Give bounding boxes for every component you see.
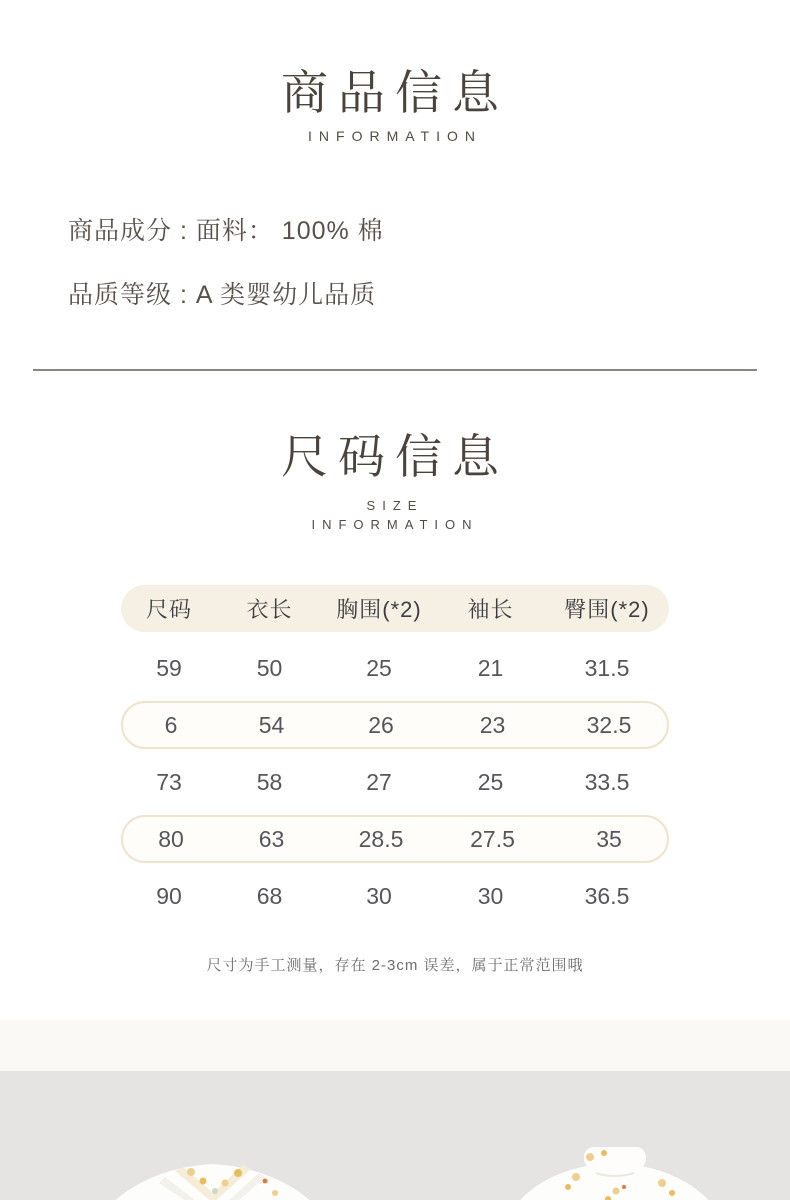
- header-cell-length: 衣长: [246, 597, 293, 622]
- table-cell: 30: [366, 882, 392, 909]
- header-cell-sleeve: 袖长: [467, 597, 514, 622]
- measurement-disclaimer: 尺寸为手工测量，存在 2-3cm 误差，属于正常范围哦: [206, 957, 584, 974]
- table-cell: 90: [156, 882, 182, 909]
- table-row: [121, 872, 669, 920]
- table-cell: 59: [156, 654, 182, 681]
- table-cell: 32.5: [586, 711, 632, 738]
- size-info-title: 尺码信息: [281, 430, 509, 483]
- header-cell-size: 尺码: [145, 597, 192, 622]
- table-cell: 36.5: [584, 882, 630, 909]
- table-cell: 80: [158, 825, 184, 852]
- product-photo-strip: [0, 1071, 790, 1200]
- offwhite-band: [0, 1020, 790, 1071]
- table-cell: 73: [156, 768, 182, 795]
- size-info-subtitle-line2: INFORMATION: [311, 517, 479, 532]
- table-cell: 58: [256, 768, 283, 795]
- baby-garment-photo-right: [512, 1143, 717, 1200]
- table-cell: 25: [366, 654, 392, 681]
- table-cell: 63: [258, 825, 285, 852]
- size-table-header-row: [121, 585, 669, 632]
- table-cell: 21: [477, 654, 504, 681]
- table-cell: 6: [164, 711, 178, 738]
- table-row: [121, 758, 669, 806]
- table-cell: 35: [596, 825, 622, 852]
- baby-garment-photo-left: [105, 1151, 320, 1200]
- section-divider: [33, 369, 757, 371]
- table-cell: 26: [368, 711, 394, 738]
- header-cell-chest: 胸围(*2): [336, 597, 422, 622]
- size-info-subtitle-line1: SIZE: [366, 498, 424, 513]
- size-table: [121, 585, 669, 929]
- table-cell: 31.5: [584, 654, 630, 681]
- table-row: [121, 644, 669, 692]
- table-cell: 27.5: [470, 825, 515, 852]
- product-info-title: 商品信息: [281, 66, 509, 119]
- table-cell: 23: [479, 711, 506, 738]
- product-info-subtitle: INFORMATION: [308, 128, 482, 144]
- table-row: [121, 815, 669, 863]
- table-cell: 25: [477, 768, 504, 795]
- table-cell: 28.5: [358, 825, 404, 852]
- table-cell: 27: [366, 768, 392, 795]
- table-cell: 33.5: [584, 768, 630, 795]
- table-cell: 68: [256, 882, 283, 909]
- table-cell: 54: [258, 711, 285, 738]
- header-cell-hip: 臀围(*2): [564, 597, 650, 622]
- spec-quality-grade: 品质等级 : A 类婴幼儿品质: [68, 281, 377, 309]
- table-cell: 30: [477, 882, 504, 909]
- table-cell: 50: [256, 654, 283, 681]
- table-row: [121, 701, 669, 749]
- spec-composition: 商品成分 : 面料： 100% 棉: [68, 217, 384, 245]
